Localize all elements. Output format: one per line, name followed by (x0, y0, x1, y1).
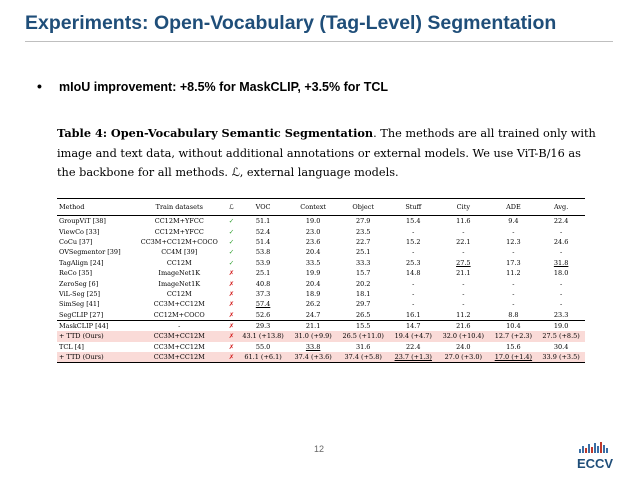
header-method: Method (59, 203, 85, 211)
cell-train-datasets: CC12M (166, 289, 192, 298)
cell-method: ZeroSeg [6] (59, 279, 99, 288)
cell-city: 22.1 (456, 237, 471, 246)
cell-city: - (462, 289, 465, 298)
cell-ade: - (512, 227, 515, 236)
table-row (57, 237, 585, 247)
cell-language-model: ✗ (228, 289, 235, 298)
cell-object: 26.5 (355, 310, 371, 319)
cell-avg: 27.5 (+8.5) (537, 331, 585, 341)
cell-context: 26.2 (305, 300, 321, 309)
cell-object: 31.6 (355, 342, 371, 351)
cell-train-datasets: CC3M+CC12M (133, 352, 226, 363)
cell-city: 11.2 (456, 310, 471, 319)
cell-context: 21.1 (305, 322, 321, 331)
cell-stuff: 14.8 (406, 269, 421, 278)
cell-stuff: - (412, 227, 415, 236)
cell-method: SegCLIP [27] (59, 310, 104, 319)
title-divider (25, 41, 613, 42)
table-row (57, 320, 585, 331)
cell-ade: 12.7 (+2.3) (490, 331, 538, 341)
cell-context: 19.9 (305, 269, 321, 278)
cell-context: 31.0 (+9.9) (289, 331, 337, 341)
header-avg: Avg. (553, 203, 569, 211)
cell-voc: 40.8 (255, 279, 271, 288)
cell-language-model: ✗ (228, 322, 235, 331)
cell-language-model: ✓ (228, 237, 235, 246)
table-row (57, 226, 585, 236)
cell-object: 20.2 (355, 279, 371, 288)
cell-language-model: ✓ (228, 217, 235, 226)
baseline-rows (57, 216, 585, 321)
cell-avg: 19.0 (553, 322, 569, 331)
header-ade: ADE (506, 203, 521, 211)
cell-object: 27.9 (355, 217, 371, 226)
cell-voc: 53.8 (255, 248, 271, 257)
page-number: 12 (313, 444, 324, 454)
cell-voc: 43.1 (+13.8) (237, 331, 289, 341)
cell-avg: 31.8 (553, 258, 569, 267)
cell-stuff: - (412, 289, 415, 298)
cell-ade: 12.3 (506, 237, 521, 246)
cell-avg: - (560, 227, 563, 236)
cell-context: 18.9 (305, 289, 321, 298)
ttd-rows (57, 320, 585, 363)
header-context: Context (300, 203, 327, 211)
cell-train-datasets: - (178, 322, 181, 331)
cell-train-datasets: CC12M+YFCC (154, 227, 204, 236)
cell-city: 24.0 (456, 342, 471, 351)
cell-object: 22.7 (355, 237, 371, 246)
table-row (57, 247, 585, 257)
header-language-model: ℒ (229, 203, 234, 211)
cell-object: 23.5 (355, 227, 371, 236)
cell-object: 29.7 (355, 300, 371, 309)
cell-train-datasets: CC12M+COCO (153, 310, 205, 319)
cell-ade: 10.4 (506, 322, 521, 331)
table-header-row (57, 199, 585, 216)
cell-language-model: ✓ (228, 258, 235, 267)
cell-avg: 18.0 (553, 269, 569, 278)
cell-city: 27.0 (+3.0) (437, 352, 489, 363)
table-row (57, 258, 585, 268)
header-stuff: Stuff (405, 203, 422, 211)
cell-train-datasets: CC3M+CC12M (153, 300, 205, 309)
cell-train-datasets: CC4M [39] (161, 248, 198, 257)
cell-stuff: 25.3 (406, 258, 421, 267)
results-table (57, 198, 585, 363)
cell-train-datasets: CC3M+CC12M (133, 331, 226, 341)
cell-train-datasets: CC12M (166, 258, 192, 267)
cell-context: 24.7 (305, 310, 321, 319)
cell-method: ViL-Seg [25] (59, 289, 101, 298)
cell-city: 21.6 (456, 322, 471, 331)
table-row (57, 289, 585, 299)
cell-city: - (462, 248, 465, 257)
bullet-point (37, 78, 388, 94)
cell-avg: - (560, 289, 563, 298)
header-voc: VOC (255, 203, 271, 211)
caption-label: Table 4: Open-Vocabulary Semantic Segmentation (57, 126, 374, 140)
bullet-text: mIoU improvement: +8.5% for MaskCLIP, +3.5% for TCL (59, 80, 389, 94)
cell-language-model: ✗ (228, 279, 235, 288)
cell-context: 20.4 (305, 279, 321, 288)
cell-train-datasets: ImageNet1K (158, 279, 201, 288)
cell-train-datasets: CC3M+CC12M (153, 342, 205, 351)
header-city: City (456, 203, 470, 211)
cell-context: 33.8 (305, 342, 321, 351)
table-row (57, 216, 585, 227)
cell-language-model: ✗ (226, 352, 237, 363)
cell-stuff: 23.7 (+1.3) (389, 352, 437, 363)
cell-voc: 51.1 (255, 217, 271, 226)
cell-object: 15.5 (355, 322, 371, 331)
table-row (57, 331, 585, 341)
cell-city: 27.5 (456, 258, 471, 267)
cell-voc: 55.0 (255, 342, 271, 351)
cell-stuff: 14.7 (406, 322, 421, 331)
cell-voc: 52.4 (255, 227, 271, 236)
cell-context: 37.4 (+3.6) (289, 352, 337, 363)
cell-language-model: ✗ (226, 331, 237, 341)
cell-method: SimSeg [41] (59, 300, 100, 309)
table-row (57, 352, 585, 363)
header-object: Object (352, 203, 374, 211)
cell-stuff: 19.4 (+4.7) (389, 331, 437, 341)
cell-avg: - (560, 300, 563, 309)
cell-method: MaskCLIP [44] (59, 322, 109, 331)
table-row (57, 310, 585, 321)
cell-avg: - (560, 248, 563, 257)
table-caption (57, 124, 597, 183)
cell-city: 11.6 (456, 217, 471, 226)
cell-object: 33.3 (355, 258, 371, 267)
cell-object: 37.4 (+5.8) (337, 352, 389, 363)
cell-language-model: ✓ (228, 227, 235, 236)
cell-city: - (462, 300, 465, 309)
cell-object: 18.1 (355, 289, 371, 298)
cell-avg: 22.4 (553, 217, 569, 226)
cell-voc: 52.6 (255, 310, 271, 319)
cell-stuff: 15.4 (406, 217, 421, 226)
cell-method: ReCo [35] (59, 269, 93, 278)
cell-method: CoCu [37] (59, 237, 93, 246)
cell-ade: - (512, 289, 515, 298)
cell-object: 15.7 (355, 269, 371, 278)
svg-text:ECCV: ECCV (576, 456, 614, 471)
cell-voc: 61.1 (+6.1) (237, 352, 289, 363)
cell-avg: 23.3 (553, 310, 569, 319)
cell-stuff: - (412, 300, 415, 309)
cell-avg: 33.9 (+3.5) (537, 352, 585, 363)
slide-title: Experiments: Open-Vocabulary (Tag-Level) Segmentation (25, 12, 557, 34)
cell-ade: - (512, 300, 515, 309)
cell-city: 21.1 (456, 269, 471, 278)
table-row (57, 278, 585, 288)
bullet-icon: • (37, 78, 42, 94)
cell-voc: 25.1 (255, 269, 271, 278)
cell-language-model: ✓ (228, 248, 235, 257)
cell-context: 33.5 (305, 258, 321, 267)
cell-ade: 11.2 (506, 269, 521, 278)
caption-text: . The methods are all trained only with image and text data, without additional annotations or external models. We use ViT-B/16 as the backbone for all methods. ℒ, external language models. (57, 127, 596, 179)
cell-context: 23.6 (305, 237, 321, 246)
cell-ade: - (512, 279, 515, 288)
cell-context: 20.4 (305, 248, 321, 257)
cell-object: 25.1 (355, 248, 371, 257)
cell-city: - (462, 279, 465, 288)
cell-train-datasets: CC12M+YFCC (154, 217, 204, 226)
table-row (57, 268, 585, 278)
cell-avg: 24.6 (553, 237, 569, 246)
cell-ade: 15.6 (506, 342, 521, 351)
cell-stuff: 22.4 (406, 342, 421, 351)
cell-ade: 9.4 (508, 217, 519, 226)
cell-method: TCL [4] (59, 342, 84, 351)
cell-method: + TTD (Ours) (57, 352, 133, 363)
cell-language-model: ✗ (228, 300, 235, 309)
cell-stuff: 16.1 (406, 310, 421, 319)
cell-voc: 37.3 (255, 289, 271, 298)
cell-context: 19.0 (305, 217, 321, 226)
cell-avg: 30.4 (553, 342, 569, 351)
cell-city: 32.0 (+10.4) (437, 331, 489, 341)
cell-ade: - (512, 248, 515, 257)
table-row (57, 299, 585, 309)
cell-voc: 57.4 (255, 300, 271, 309)
cell-voc: 29.3 (255, 322, 271, 331)
cell-train-datasets: ImageNet1K (158, 269, 201, 278)
cell-city: - (462, 227, 465, 236)
cell-method: + TTD (Ours) (57, 331, 133, 341)
cell-ade: 17.0 (+1.4) (490, 352, 538, 363)
cell-voc: 51.4 (255, 237, 271, 246)
cell-method: ViewCo [33] (59, 227, 100, 236)
cell-stuff: - (412, 279, 415, 288)
cell-train-datasets: CC3M+CC12M+COCO (140, 237, 218, 246)
cell-avg: - (560, 279, 563, 288)
cell-stuff: - (412, 248, 415, 257)
eccv-logo (565, 440, 625, 474)
header-train-datasets: Train datasets (155, 203, 203, 211)
table-row (57, 342, 585, 352)
cell-method: OVSegmentor [39] (59, 248, 121, 257)
cell-method: TagAlign [24] (59, 258, 104, 267)
cell-ade: 8.8 (508, 310, 519, 319)
cell-object: 26.5 (+11.0) (337, 331, 389, 341)
cell-ade: 17.3 (506, 258, 521, 267)
cell-stuff: 15.2 (406, 237, 421, 246)
cell-method: GroupViT [38] (59, 217, 106, 226)
cell-voc: 53.9 (255, 258, 271, 267)
cell-language-model: ✗ (228, 269, 235, 278)
cell-language-model: ✗ (228, 342, 235, 351)
cell-context: 23.0 (305, 227, 321, 236)
cell-language-model: ✗ (228, 310, 235, 319)
